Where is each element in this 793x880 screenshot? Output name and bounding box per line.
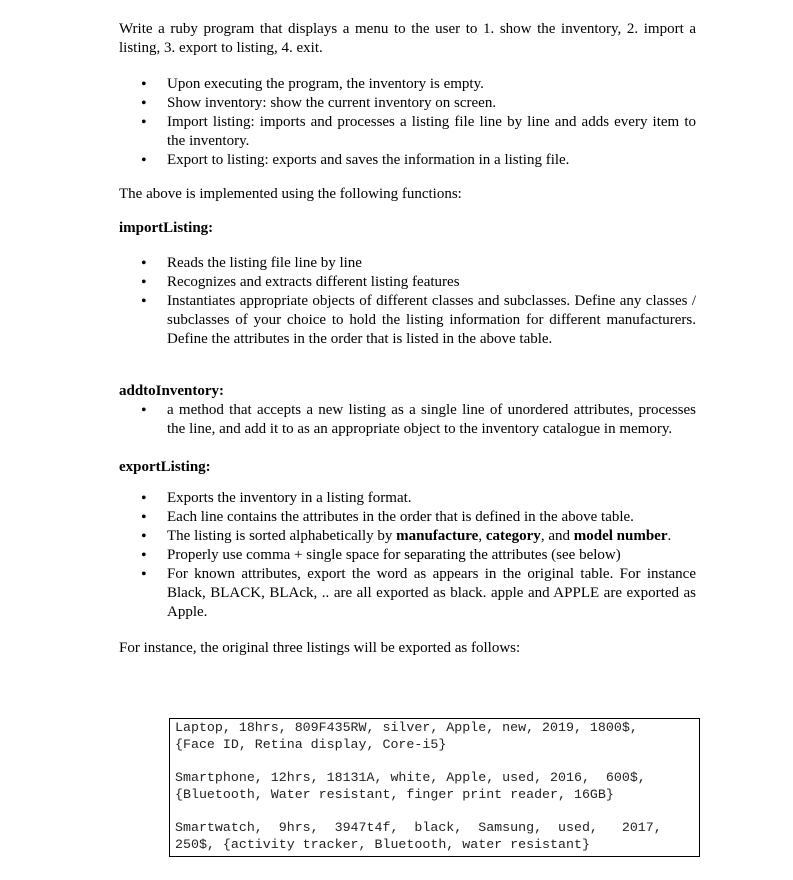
code-line: {Face ID, Retina display, Core-i5} [175, 737, 447, 752]
add-to-inventory-list [119, 401, 696, 439]
list-item: • For known attributes, export the word as appears in the original table. For instance Black, BLACK, BLAck, .. are all exported as black. apple and APPLE are exported as Apple. [119, 565, 696, 622]
list-item: • Each line contains the attributes in the order that is defined in the above table. [119, 508, 696, 527]
list-item: • Properly use comma + single space for separating the attributes (see below) [119, 546, 696, 565]
list-item: • Upon executing the program, the inventory is empty. [119, 75, 696, 94]
list-item: • Export to listing: exports and saves the information in a listing file. [119, 151, 696, 170]
sort-separator: , and [540, 528, 574, 544]
document-page [119, 20, 696, 666]
sort-key-category: category [485, 528, 541, 544]
list-item: • Show inventory: show the current inventory on screen. [119, 94, 696, 113]
list-item: • Instantiates appropriate objects of different classes and subclasses. Define any classes / subclasses of your choice to hold the listing information for different manufacturers. Define the attributes in the order that is listed in the above table. [119, 292, 696, 349]
example-listing-smartwatch [170, 819, 699, 853]
list-item: • Reads the listing file line by line [119, 254, 696, 273]
add-to-inventory-heading: addtoInventory: [119, 383, 225, 399]
example-intro: For instance, the original three listings will be exported as follows: [119, 640, 521, 656]
export-listing-heading: exportListing: [119, 459, 211, 475]
list-item: • Import listing: imports and processes a listing file line by line and adds every item to the inventory. [119, 113, 696, 151]
list-item: • Recognizes and extracts different listing features [119, 273, 696, 292]
import-listing-heading: importListing: [119, 220, 214, 236]
sort-key-manufacture: manufacture [396, 528, 479, 544]
intro-paragraph: Write a ruby program that displays a menu to the user to 1. show the inventory, 2. import a listing, 3. export to listing, 4. exit. [119, 21, 696, 56]
list-item: • Exports the inventory in a listing format. [119, 489, 696, 508]
code-line: Smartwatch, 9hrs, 3947t4f, black, Samsung, used, 2017, [175, 820, 662, 835]
list-item [119, 527, 696, 546]
example-listing-laptop [170, 719, 699, 753]
import-listing-list [119, 254, 696, 349]
sort-key-model-number: model number [573, 528, 668, 544]
functions-intro: The above is implemented using the following functions: [119, 186, 462, 202]
sort-period: . [667, 528, 672, 544]
example-listing-smartphone [170, 769, 699, 803]
list-item: • a method that accepts a new listing as a single line of unordered attributes, processes the line, and add it to as an appropriate object to the inventory catalogue in memory. [119, 401, 696, 439]
example-output-box [169, 718, 700, 857]
export-listing-list [119, 489, 696, 622]
sort-separator: , [478, 528, 486, 544]
overview-list [119, 75, 696, 170]
code-line: Smartphone, 12hrs, 18131A, white, Apple, used, 2016, 600$, [175, 770, 646, 785]
code-line: Laptop, 18hrs, 809F435RW, silver, Apple, new, 2019, 1800$, [175, 720, 638, 735]
sort-text: The listing is sorted alphabetically by [167, 528, 397, 544]
code-line: 250$, {activity tracker, Bluetooth, water resistant} [175, 837, 590, 852]
code-line: {Bluetooth, Water resistant, finger print reader, 16GB} [175, 787, 614, 802]
